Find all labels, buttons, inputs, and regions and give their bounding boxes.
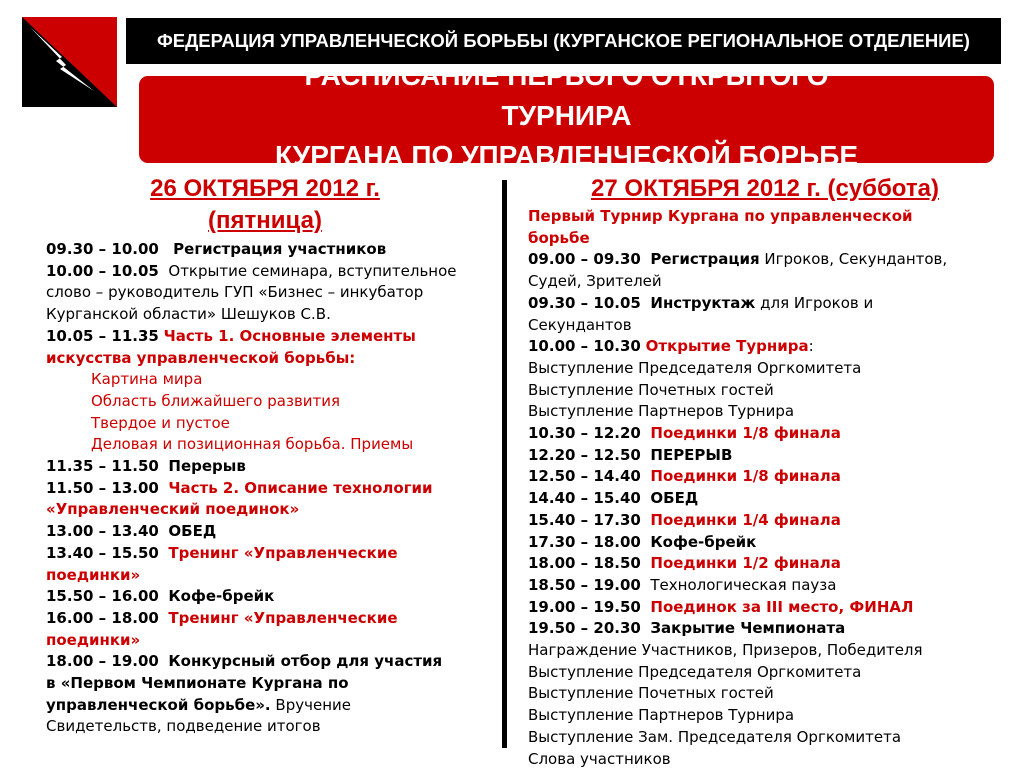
schedule-title: Поединки 1/8 финала <box>650 424 841 443</box>
schedule-line <box>46 543 496 565</box>
schedule-line <box>46 478 496 500</box>
schedule-time: 18.00 – 18.50 <box>528 554 641 573</box>
schedule-time: 15.40 – 17.30 <box>528 510 641 529</box>
schedule-time: 10.05 – 11.35 <box>46 326 159 345</box>
schedule-line <box>528 249 998 271</box>
schedule-line <box>528 532 998 554</box>
schedule-title: Кофе-брейк <box>168 587 275 606</box>
schedule-desc: Твердое и пустое <box>91 413 230 432</box>
day1-heading: 26 ОКТЯБРЯ 2012 г. <box>150 175 380 202</box>
schedule-time: 18.50 – 19.00 <box>528 575 641 594</box>
schedule-time: 13.00 – 13.40 <box>46 522 159 541</box>
schedule-line <box>528 315 998 337</box>
schedule-desc: для Игроков и <box>760 293 874 312</box>
schedule-title: Закрытие Чемпионата <box>650 619 846 638</box>
schedule-desc: Свидетельств, подведение итогов <box>46 717 321 736</box>
header-organization-text: ФЕДЕРАЦИЯ УПРАВЛЕНЧЕСКОЙ БОРЬБЫ (КУРГАНСКОЕ РЕГИОНАЛЬНОЕ ОТДЕЛЕНИЕ) <box>157 30 970 51</box>
schedule-line <box>528 705 998 727</box>
schedule-line <box>46 651 496 673</box>
schedule-line <box>46 261 496 283</box>
schedule-line <box>528 445 998 467</box>
schedule-line <box>528 618 998 640</box>
schedule-title: Кофе-брейк <box>650 532 757 551</box>
schedule-title: поединки» <box>46 565 141 584</box>
schedule-desc: Игроков, Секундантов, <box>764 250 948 269</box>
schedule-time: 10.00 – 10.05 <box>46 261 159 280</box>
schedule-title: Поединки 1/8 финала <box>650 467 841 486</box>
page-title <box>139 56 994 176</box>
schedule-desc: : <box>808 337 814 356</box>
schedule-time: 11.50 – 13.00 <box>46 478 159 497</box>
schedule-time: 09.00 – 09.30 <box>528 250 641 269</box>
schedule-desc: Курганской области» Шешуков С.В. <box>46 305 331 324</box>
schedule-time: 10.00 – 10.30 <box>528 337 641 356</box>
schedule-title: Первый Турнир Кургана по управленческой <box>528 207 913 225</box>
schedule-line <box>528 380 998 402</box>
schedule-title: Регистрация участников <box>173 240 387 258</box>
lightning-bolt-logo-icon <box>22 17 117 107</box>
schedule-time: 12.20 – 12.50 <box>528 445 641 464</box>
schedule-line <box>528 553 998 575</box>
schedule-title: поединки» <box>46 630 141 649</box>
day1-schedule <box>46 239 496 738</box>
schedule-line <box>528 597 998 619</box>
schedule-line <box>46 326 496 348</box>
schedule-line <box>528 510 998 532</box>
schedule-time: 17.30 – 18.00 <box>528 532 641 551</box>
schedule-title: Открытие Турнира <box>645 337 809 356</box>
title-line-2: ТУРНИРА <box>501 100 632 131</box>
schedule-line <box>528 466 998 488</box>
schedule-time: 19.00 – 19.50 <box>528 597 641 616</box>
schedule-line <box>528 271 998 293</box>
schedule-desc: Технологическая пауза <box>650 575 837 594</box>
schedule-title: Поединки 1/2 финала <box>650 554 841 573</box>
schedule-desc: Выступление Председателя Оргкомитета <box>528 662 862 681</box>
schedule-title: Перерыв <box>168 457 246 476</box>
schedule-line <box>46 499 496 521</box>
schedule-time: 13.40 – 15.50 <box>46 543 159 562</box>
schedule-desc: Выступление Партнеров Турнира <box>528 402 795 421</box>
schedule-line <box>528 727 998 749</box>
schedule-desc: Секундантов <box>528 315 632 334</box>
schedule-subitem <box>46 391 496 413</box>
schedule-title: ОБЕД <box>168 522 217 541</box>
schedule-line <box>46 673 496 695</box>
schedule-title: Поединки 1/4 финала <box>650 510 841 529</box>
schedule-line <box>528 336 998 358</box>
schedule-title: Тренинг «Управленческие <box>168 543 398 562</box>
schedule-title: «Управленческий поединок» <box>46 500 300 519</box>
schedule-desc: Выступление Почетных гостей <box>528 380 774 399</box>
schedule-desc: Слова участников <box>528 749 671 768</box>
schedule-title: Поединок за III место, ФИНАЛ <box>650 597 914 616</box>
title-line-3: КУРГАНА ПО УПРАВЛЕНЧЕСКОЙ БОРЬБЕ <box>274 140 858 171</box>
schedule-line <box>528 293 998 315</box>
schedule-title: ПЕРЕРЫВ <box>650 445 733 464</box>
schedule-desc: Область ближайшего развития <box>91 391 341 410</box>
schedule-line <box>46 456 496 478</box>
day2-heading: 27 ОКТЯБРЯ 2012 г. (суббота) <box>591 175 939 202</box>
schedule-title: в «Первом Чемпионате Кургана по <box>46 674 349 693</box>
schedule-title: Часть 1. Основные элементы <box>163 326 416 345</box>
schedule-line <box>46 282 496 304</box>
schedule-line <box>528 423 998 445</box>
schedule-desc: Деловая и позиционная борьба. Приемы <box>91 435 414 454</box>
schedule-line <box>46 304 496 326</box>
schedule-title: управленческой борьбе». <box>46 695 271 714</box>
schedule-line <box>528 640 998 662</box>
schedule-title: искусства управленческой борьбы: <box>46 348 356 367</box>
schedule-subitem <box>46 369 496 391</box>
day2-schedule <box>528 206 998 770</box>
schedule-line <box>528 206 998 228</box>
schedule-desc: Выступление Зам. Председателя Оргкомитета <box>528 727 902 746</box>
schedule-desc: Награждение Участников, Призеров, Победителя <box>528 641 923 660</box>
title-line-1: РАСПИСАНИЕ ПЕРВОГО ОТКРЫТОГО <box>304 60 829 91</box>
schedule-time: 09.30 – 10.00 <box>46 240 159 258</box>
schedule-time: 10.30 – 12.20 <box>528 424 641 443</box>
schedule-line <box>528 228 998 250</box>
schedule-time: 12.50 – 14.40 <box>528 467 641 486</box>
schedule-subitem <box>46 413 496 435</box>
schedule-line <box>528 358 998 380</box>
schedule-title: Тренинг «Управленческие <box>168 608 398 627</box>
schedule-time: 19.50 – 20.30 <box>528 619 641 638</box>
schedule-time: 11.35 – 11.50 <box>46 457 159 476</box>
schedule-time: 09.30 – 10.05 <box>528 293 641 312</box>
schedule-time: 18.00 – 19.00 <box>46 652 159 671</box>
schedule-line <box>528 575 998 597</box>
schedule-desc: Выступление Партнеров Турнира <box>528 706 795 725</box>
schedule-title: Часть 2. Описание технологии <box>168 478 433 497</box>
schedule-desc: Картина мира <box>91 370 203 389</box>
schedule-line <box>46 565 496 587</box>
schedule-desc: Вручение <box>275 695 351 714</box>
schedule-line <box>528 683 998 705</box>
schedule-line <box>528 749 998 770</box>
schedule-time: 15.50 – 16.00 <box>46 587 159 606</box>
schedule-title: Конкурсный отбор для участия <box>168 652 443 671</box>
title-box <box>139 60 994 171</box>
schedule-title: борьбе <box>528 228 590 247</box>
schedule-title: Инструктаж <box>650 293 756 312</box>
schedule-title: Регистрация <box>650 250 760 269</box>
schedule-time: 14.40 – 15.40 <box>528 489 641 508</box>
schedule-line <box>46 630 496 652</box>
schedule-line <box>528 488 998 510</box>
schedule-line <box>46 695 496 717</box>
schedule-subitem <box>46 434 496 456</box>
schedule-line <box>528 662 998 684</box>
schedule-desc: Выступление Председателя Оргкомитета <box>528 358 862 377</box>
schedule-desc: Выступление Почетных гостей <box>528 684 774 703</box>
schedule-line <box>528 401 998 423</box>
schedule-time: 16.00 – 18.00 <box>46 608 159 627</box>
schedule-desc: Судей, Зрителей <box>528 272 662 291</box>
schedule-desc: слово – руководитель ГУП «Бизнес – инкубатор <box>46 283 424 302</box>
schedule-line <box>46 348 496 370</box>
schedule-line <box>46 608 496 630</box>
schedule-line <box>46 586 496 608</box>
day1-weekday-heading: (пятница) <box>208 207 322 234</box>
schedule-title: ОБЕД <box>650 489 699 508</box>
schedule-desc: Открытие семинара, вступительное <box>168 261 457 280</box>
schedule-line <box>46 239 496 261</box>
column-divider <box>502 180 507 748</box>
schedule-line <box>46 716 496 738</box>
schedule-line <box>46 521 496 543</box>
